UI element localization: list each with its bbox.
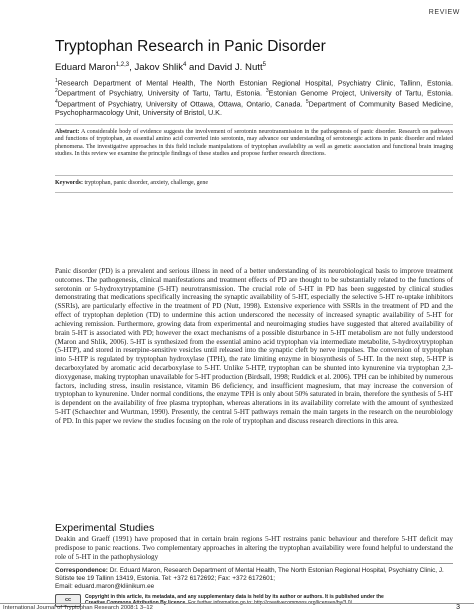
author-name: and David J. Nutt bbox=[186, 62, 263, 74]
section-heading: Experimental Studies bbox=[55, 522, 155, 534]
body-paragraph: Panic disorder (PD) is a prevalent and serious illness in need of a better understanding of its neurobiological basis to improve treatment outcomes. The pathogenesis, clinical manifestations and treatment effects of PD are thought to be substantially related to the functions of serotonin or 5-hydroxytryptamine (5-HT) neurotransmission. The crucial role of 5-HT in PD has been suggested by clinical studies demonstrating that medications specifically increasing the synaptic availability of 5-HT, especially the selective 5-HT re-uptake inhibitors (SSRIs), are particularly effective in the treatment of PD (Nutt, 1998). Extensive experience with SSRIs in the treatment of PD and the effect of tryptophan depletion (TD) to undermine this action underscored the necessity of increased synaptic availability of 5-HT for achieving remission. Furthermore, growing data from experimental and neuroimaging studies have suggested that altered availability of brain 5-HT is associated with PD; however the exact mechanisms of a possible disturbance in 5-HT metabolism are not fully understood (Maron and Shlik, 2006). 5-HT is synthesized from the essential amino acid tryptophan via intermediate metabolite, 5-hydroxytryptophan (5-HTP), and stored in reserpine-sensitive vesicles until released into the synaptic cleft by nerve impulses. The conversion of tryptophan into 5-HTP is regulated by tryptophan hydroxylase (TPH), the rate limiting enzyme in biosynthesis of 5-HT. In the next step, 5-HTP is decarboxylated by aromatic acid decarboxylase to 5-HT. Unlike 5-HTP, tryptophan can be shunted into kynurenine via tryptophan 2,3-dioxygenase, making tryptophan unavailable for 5-HT production (Birdsall, 1998; Ruddick et al. 2006). TPH can be inhibited by numerous factors, including stress, insulin resistance, vitamin B6 deficiency, and insufficient magnesium, that may increase the conversion of tryptophan to kynurenine. Under normal conditions, the enzyme TPH is only about 50% saturated in brain, therefore the synthesis of 5-HT is dependent on the availability of free plasma tryptophan, whereas alterations in its availability correlate with the amount of synthesized 5-HT (Schaechter and Wurtman, 1990). Presently, the central 5-HT pathways remain the main targets in the research on the neurobiology of PD. In this paper we review the studies focusing on the role of tryptophan and discuss research directions in this area. bbox=[55, 267, 453, 425]
author-affiliation-marker: 4 bbox=[183, 62, 187, 68]
affiliation: Department of Psychiatry, University of Ottawa, Ottawa, Ontario, Canada. bbox=[57, 99, 306, 109]
journal-citation: International Journal of Tryptophan Research 2008:1 3–12 bbox=[3, 605, 153, 611]
footer-divider bbox=[0, 603, 474, 604]
keywords-text: tryptophan, panic disorder, anxiety, challenge, gene bbox=[83, 180, 208, 186]
author-name: Eduard Maron bbox=[55, 62, 116, 74]
affiliation: Estonian Genome Project, University of Tartu, Estonia. bbox=[268, 88, 453, 98]
affiliation-marker: 4 bbox=[55, 98, 58, 105]
affiliation: Department of Psychiatry, University of Tartu, Tartu, Estonia. bbox=[57, 88, 266, 98]
affiliations bbox=[55, 77, 453, 118]
licence-link-text[interactable]: For further information go to: http://creativecommons.org/licenses/by/3.0/. bbox=[186, 600, 354, 607]
correspondence bbox=[55, 567, 453, 591]
abstract-box bbox=[55, 124, 453, 176]
creative-commons-icon: cc bbox=[55, 594, 81, 607]
author-affiliation-marker: 1,2,3 bbox=[115, 62, 130, 68]
correspondence-address: Dr. Eduard Maron, Research Department of Mental Health, The North Estonian Regional Hospital, Psychiatry Clinic, J. Sütiste tee 19 Tallinn 13419, Estonia. Tel: +372 6172692; Fax: +372 6172601; bbox=[55, 567, 444, 582]
abstract bbox=[55, 129, 453, 158]
correspondence-email[interactable]: Email: eduard.maron@kliinikum.ee bbox=[55, 582, 155, 590]
affiliation-marker: 5 bbox=[305, 98, 309, 105]
abstract-label: Abstract: bbox=[55, 129, 80, 135]
affiliation-marker: 2 bbox=[55, 88, 58, 95]
correspondence-divider bbox=[55, 563, 453, 564]
section-paragraph: Deakin and Graeff (1991) have proposed that in certain brain regions 5-HT restrains panic behaviour and therefore 5-HT deficit may predispose to panic reactions. Two complementary approaches in altering the tryptophan availability were found helpful to understand the role of 5-HT in the pathophysiology bbox=[55, 535, 453, 561]
abstract-text: A considerable body of evidence suggests the involvement of serotonin neurotransmission in the pathogenesis of panic disorder. Research on pathways and functions of tryptophan, an essential amino acid converted into serotonin, may advance our understanding of serotonergic actions in panic disorder and related phenomena. The investigative approaches in this field include manipulations of tryptophan availability as well as genetic association and functional brain imaging studies. In this review we examine the principle findings of these studies and propose further research directions. bbox=[55, 129, 453, 158]
author-affiliation-marker: 5 bbox=[262, 62, 266, 68]
copyright-line: Copyright in this article, its metadata, and any supplementary data is held by its author or authors. It is published under the bbox=[85, 594, 384, 600]
affiliation: Research Department of Mental Health, The North Estonian Regional Hospital, Psychiatry Clinic, Tallinn, Estonia. bbox=[57, 78, 453, 88]
section-label: REVIEW bbox=[428, 9, 460, 16]
keywords bbox=[55, 180, 453, 186]
page-number: 3 bbox=[456, 604, 460, 611]
correspondence-label: Correspondence: bbox=[55, 567, 108, 574]
author-list bbox=[55, 62, 266, 73]
keywords-divider bbox=[55, 192, 453, 193]
keywords-label: Keywords: bbox=[55, 180, 83, 186]
affiliation: Department of Community Based Medicine, Psychopharmacology Unit, University of Bristol, U.K. bbox=[55, 99, 453, 118]
affiliation-marker: 1 bbox=[55, 78, 58, 84]
author-name: , Jakov Shlik bbox=[129, 62, 184, 74]
article-title: Tryptophan Research in Panic Disorder bbox=[55, 38, 326, 55]
licence-name: Creative Commons Attribution By licence. bbox=[85, 600, 187, 607]
affiliation-marker: 3 bbox=[265, 88, 269, 95]
